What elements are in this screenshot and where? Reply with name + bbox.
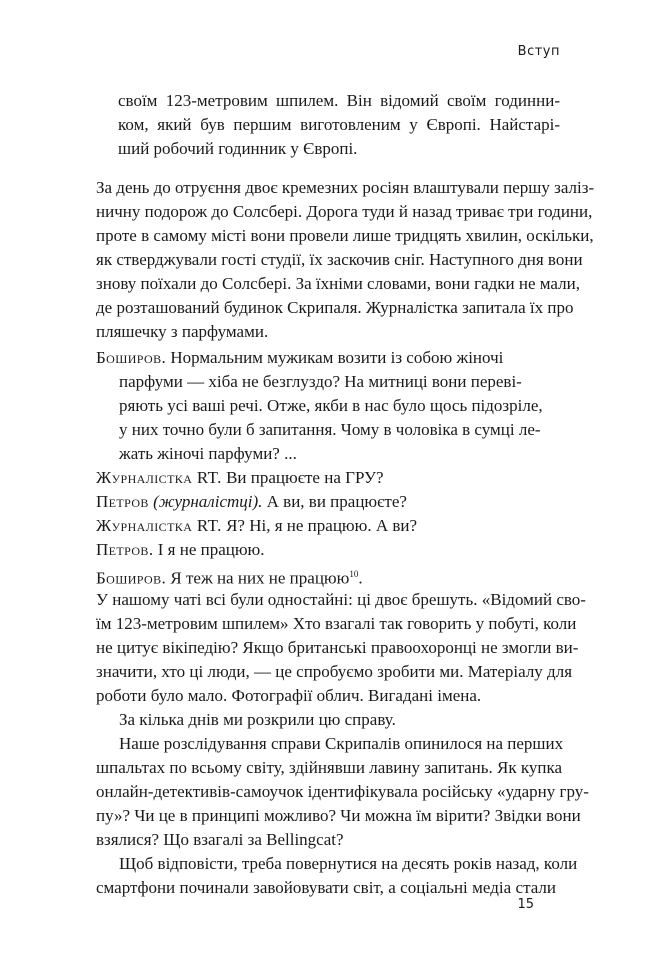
stage-direction: (журналістці).: [153, 492, 263, 511]
paragraph-line: За кілька днів ми розкрили цю справу.: [119, 710, 396, 729]
dialogue-line: [96, 346, 516, 370]
paragraph-line: За день до отруєння двоє кремезних росіян влаштували першу заліз-: [96, 178, 595, 197]
paragraph-1: [96, 176, 595, 344]
paragraph-line: шпальтах по всьому світу, здійнявши лавину запитань. Як купка: [96, 758, 562, 777]
quote-line: ком, який був першим виготовленим у Європі. Найстарі-: [118, 115, 560, 134]
dialogue-line: жать жіночі парфуми? ...: [119, 444, 297, 463]
dialogue-line: [96, 538, 516, 562]
footnote-marker[interactable]: 10: [349, 569, 359, 579]
page-number: 15: [517, 897, 534, 912]
paragraph-line: як стверджували гості студії, їх заскочив сніг. Наступного дня вони: [96, 250, 583, 269]
dialogue-line: парфуми — хіба не безглуздо? На митниці вони переві-: [119, 372, 522, 391]
running-head: Вступ: [517, 44, 560, 59]
speaker-name: Журналістка RT.: [96, 516, 222, 535]
paragraph-line: пу»? Чи це в принципі можливо? Чи можна їм вірити? Звідки вони: [96, 806, 581, 825]
speaker-name: Боширов.: [96, 568, 167, 588]
paragraph-line: значити, хто ці люди, — це спробуємо зробити ми. Матеріалу для: [96, 662, 573, 681]
speaker-name: Боширов.: [96, 348, 167, 367]
speaker-name: Петров: [96, 492, 149, 511]
speaker-name: Журналістка RT.: [96, 468, 222, 487]
paragraph-line: роботи було мало. Фотографії облич. Вигадані імена.: [96, 686, 482, 705]
dialogue-line: [96, 562, 516, 586]
paragraph-line: смартфони починали завойовувати світ, а соціальні медіа стали: [96, 878, 556, 897]
dialogue-text: А ви, ви працюєте?: [266, 492, 407, 511]
paragraph-line: У нашому чаті всі були одностайні: ці двоє брешуть. «Відомий сво-: [96, 590, 586, 609]
paragraph-2: [96, 588, 589, 900]
dialogue-line: [96, 466, 516, 490]
quote-line: своїм 123-метровим шпилем. Він відомий своїм годинни-: [118, 91, 560, 110]
block-quote: [118, 89, 560, 161]
dialogue-line: [96, 514, 516, 538]
paragraph-line: Щоб відповісти, треба повернутися на десять років назад, коли: [119, 854, 578, 873]
dialogue-text: Ви працюєте на ГРУ?: [226, 468, 384, 487]
dialogue-text: І я не працюю.: [157, 540, 265, 559]
paragraph-line: взялися? Що взагалі за Bellingcat?: [96, 830, 344, 849]
quote-line: ший робочий годинник у Європі.: [118, 139, 358, 158]
dialogue-line: у них точно були б запитання. Чому в чоловіка в сумці ле-: [119, 420, 541, 439]
interview-dialogue: [96, 346, 543, 588]
dialogue-text: Нормальним мужикам возити із собою жіночі: [170, 348, 504, 367]
paragraph-line: їм 123-метровим шпилем» Хто взагалі так говорить у побуті, коли: [96, 614, 577, 633]
period: .: [358, 568, 363, 588]
paragraph-line: Наше розслідування справи Скрипалів опинилося на перших: [119, 734, 564, 753]
paragraph-line: онлайн-детективів-самоучок ідентифікувала російську «ударну гру-: [96, 782, 589, 801]
speaker-name: Петров.: [96, 540, 154, 559]
dialogue-line: [96, 490, 516, 514]
paragraph-line: проте в самому місті вони провели лише тридцять хвилин, оскільки,: [96, 226, 594, 245]
paragraph-line: де розташований будинок Скрипаля. Журналістка запитала їх про: [96, 298, 574, 317]
paragraph-line: не цитує вікіпедію? Якщо британські правоохоронці не змогли ви-: [96, 638, 579, 657]
dialogue-text: Я? Ні, я не працюю. А ви?: [226, 516, 418, 535]
paragraph-line: знову поїхали до Солсбері. За їхніми словами, вони гадки не мали,: [96, 274, 580, 293]
paragraph-line: ничну подорож до Солсбері. Дорога туди й назад триває три години,: [96, 202, 593, 221]
paragraph-line: пляшечку з парфумами.: [96, 322, 269, 341]
dialogue-text: Я теж на них не працюю: [170, 568, 350, 588]
dialogue-line: ряють усі ваші речі. Отже, якби в нас було щось підозріле,: [119, 396, 543, 415]
